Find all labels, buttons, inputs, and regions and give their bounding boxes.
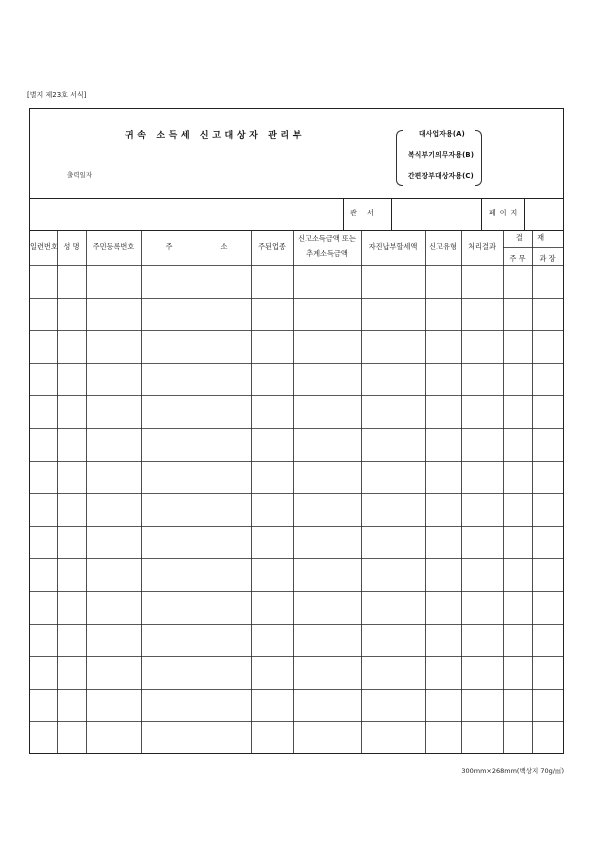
header-income-2: 추계소득금액 <box>306 249 348 258</box>
title-area <box>30 109 563 199</box>
header-approval-chief: 과 장 <box>539 254 556 263</box>
page-value-divider <box>524 198 525 230</box>
register-table <box>30 230 563 754</box>
header-address-1: 주 <box>165 242 173 251</box>
document-title: 귀속 소득세 신고대상자 관리부 <box>125 131 306 141</box>
paper-size-note: 300mm×268mm(백상지 70g/㎡) <box>461 767 564 775</box>
page-divider <box>481 198 482 230</box>
office-divider <box>343 198 344 230</box>
header-result: 처리결과 <box>468 242 496 251</box>
header-rrn: 주민등록번호 <box>92 242 135 251</box>
header-address-2: 소 <box>220 242 228 251</box>
table-grid-lines <box>30 230 563 754</box>
page-label: 페이지 <box>489 209 522 217</box>
header-income-1: 신고소득금액 또는 <box>298 234 356 243</box>
header-tax: 자진납부할세액 <box>368 242 418 251</box>
office-value-divider <box>391 198 392 230</box>
left-bracket <box>396 130 403 186</box>
category-c: 간편장부대상자용(C) <box>408 172 474 180</box>
category-a: 대사업자용(A) <box>419 130 465 138</box>
right-bracket <box>475 130 482 186</box>
header-business: 주된업종 <box>258 242 286 251</box>
office-label: 관 서 <box>350 209 378 217</box>
form-number-label: [별지 제23호 서식] <box>27 91 87 99</box>
header-approval: 결 재 <box>515 233 551 242</box>
category-b: 복식부기의무자용(B) <box>408 151 475 159</box>
office-page-row <box>30 198 563 231</box>
register-sheet <box>29 108 564 754</box>
header-type: 신고유형 <box>429 242 457 251</box>
header-approval-staff: 주 무 <box>509 254 526 263</box>
header-name: 성 명 <box>63 242 80 251</box>
header-serial: 일련번호 <box>30 242 58 251</box>
print-date-label: 출력일자 <box>67 171 93 179</box>
